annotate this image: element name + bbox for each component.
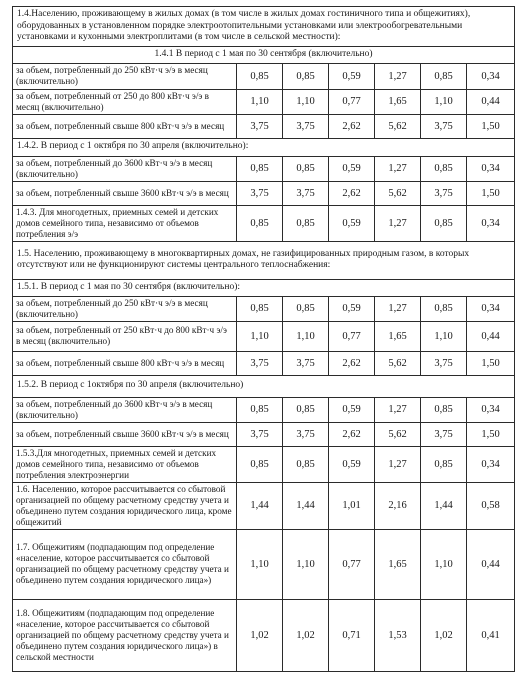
row-label: за объем, потребленный свыше 800 кВт·ч э/э в месяц (13, 114, 237, 138)
table-row (13, 599, 515, 671)
tariff-value-cell: 1,02 (421, 599, 467, 671)
tariff-value-cell: 1,50 (467, 351, 515, 375)
tariff-value-cell: 2,62 (329, 114, 375, 138)
tariff-value-cell: 3,75 (237, 114, 283, 138)
tariff-value-cell: 1,65 (375, 321, 421, 351)
tariff-value-cell: 1,50 (467, 422, 515, 446)
tariff-value-cell: 3,75 (283, 181, 329, 205)
section-title: 1.4.Населению, проживающему в жилых домах (в том числе в жилых домах гостиничного типа и общежитиях), оборудованных в установленном порядке электроотопительными установками или электрообогревательными установками и кухонными электроплитами (в том числе в сельской местности): (13, 7, 515, 47)
tariff-value-cell: 1,65 (375, 529, 421, 599)
tariff-value-cell: 0,85 (421, 156, 467, 181)
table-row (13, 446, 515, 482)
tariff-value-cell: 1,10 (283, 321, 329, 351)
tariff-value-cell: 1,10 (237, 321, 283, 351)
tariff-value-cell: 2,16 (375, 482, 421, 529)
table-row (13, 351, 515, 375)
tariff-value-cell: 2,62 (329, 181, 375, 205)
tariff-value-cell: 0,85 (283, 296, 329, 321)
row-label: за объем, потребленный до 250 кВт·ч э/э в месяц (включительно) (13, 63, 237, 89)
tariff-value-cell: 3,75 (421, 114, 467, 138)
tariff-value-cell: 1,27 (375, 296, 421, 321)
tariff-value-cell: 0,85 (421, 296, 467, 321)
tariff-value-cell: 1,44 (421, 482, 467, 529)
tariff-value-cell: 1,10 (237, 529, 283, 599)
row-label: за объем, потребленный свыше 3600 кВт·ч э/э в месяц (13, 181, 237, 205)
tariff-value-cell: 1,27 (375, 156, 421, 181)
section-header-row (13, 7, 515, 47)
section-header-row (13, 46, 515, 63)
section-header-row (13, 279, 515, 296)
row-label: за объем, потребленный до 250 кВт·ч э/э в месяц (включительно) (13, 296, 237, 321)
tariff-value-cell: 0,85 (421, 397, 467, 422)
tariff-value-cell: 0,59 (329, 205, 375, 241)
tariff-value-cell: 0,85 (421, 63, 467, 89)
tariff-value-cell: 0,41 (467, 599, 515, 671)
table-row (13, 156, 515, 181)
row-label: 1.5.3.Для многодетных, приемных семей и детских домов семейного типа, независимо от объемов потребления электроэнергии (13, 446, 237, 482)
tariff-value-cell: 0,77 (329, 529, 375, 599)
tariff-value-cell: 0,44 (467, 529, 515, 599)
tariff-value-cell: 0,34 (467, 296, 515, 321)
table-row (13, 321, 515, 351)
tariff-value-cell: 0,85 (237, 296, 283, 321)
tariff-value-cell: 0,85 (283, 63, 329, 89)
section-title: 1.5. Населению, проживающему в многоквартирных домах, не газифицированных природным газом, в которых отсутствуют или не функционируют системы центрального теплоснабжения: (13, 241, 515, 279)
tariff-value-cell: 3,75 (283, 422, 329, 446)
row-label: 1.6. Населению, которое рассчитывается со сбытовой организацией по общему расчетному средству учета и объединено путем создания юридического лица, кроме общежитий (13, 482, 237, 529)
table-row (13, 205, 515, 241)
tariff-value-cell: 0,85 (283, 205, 329, 241)
tariff-value-cell: 0,71 (329, 599, 375, 671)
tariff-value-cell: 1,44 (283, 482, 329, 529)
row-label: за объем, потребленный свыше 3600 кВт·ч э/э в месяц (13, 422, 237, 446)
tariff-value-cell: 3,75 (283, 114, 329, 138)
tariff-value-cell: 0,85 (237, 446, 283, 482)
tariff-value-cell: 0,44 (467, 89, 515, 114)
tariff-value-cell: 1,10 (283, 89, 329, 114)
tariff-value-cell: 0,85 (237, 205, 283, 241)
table-row (13, 397, 515, 422)
tariff-value-cell: 1,10 (237, 89, 283, 114)
tariff-value-cell: 3,75 (237, 351, 283, 375)
table-row (13, 296, 515, 321)
document-page (12, 6, 514, 672)
tariff-value-cell: 2,62 (329, 351, 375, 375)
tariff-value-cell: 0,85 (237, 156, 283, 181)
tariff-value-cell: 5,62 (375, 114, 421, 138)
table-row (13, 422, 515, 446)
tariff-value-cell: 0,44 (467, 321, 515, 351)
section-title: 1.5.1. В период с 1 мая по 30 сентября (включительно): (13, 279, 515, 296)
tariff-value-cell: 0,58 (467, 482, 515, 529)
row-label: за объем, потребленный до 3600 кВт·ч э/э в месяц (включительно) (13, 156, 237, 181)
section-header-row (13, 375, 515, 397)
table-row (13, 181, 515, 205)
table-row (13, 89, 515, 114)
tariff-value-cell: 1,44 (237, 482, 283, 529)
tariff-value-cell: 0,85 (283, 446, 329, 482)
tariff-value-cell: 0,85 (421, 446, 467, 482)
tariff-value-cell: 3,75 (421, 422, 467, 446)
tariff-value-cell: 3,75 (421, 181, 467, 205)
row-label: 1.7. Общежитиям (подпадающим под определение «население, которое рассчитывается со сбытовой организацией по общему расчетному средству учета и объединено путем создания юридического лица») (13, 529, 237, 599)
tariff-value-cell: 0,59 (329, 156, 375, 181)
tariff-value-cell: 1,02 (283, 599, 329, 671)
tariff-value-cell: 1,27 (375, 446, 421, 482)
tariff-value-cell: 1,27 (375, 205, 421, 241)
tariff-value-cell: 1,50 (467, 181, 515, 205)
tariff-value-cell: 0,59 (329, 446, 375, 482)
tariff-value-cell: 1,10 (421, 89, 467, 114)
tariff-value-cell: 0,34 (467, 63, 515, 89)
table-row (13, 114, 515, 138)
tariff-value-cell: 1,10 (421, 529, 467, 599)
tariff-value-cell: 5,62 (375, 181, 421, 205)
tariff-value-cell: 3,75 (237, 422, 283, 446)
tariff-table (12, 6, 515, 672)
tariff-value-cell: 0,85 (283, 397, 329, 422)
tariff-value-cell: 1,27 (375, 63, 421, 89)
table-row (13, 482, 515, 529)
tariff-value-cell: 0,34 (467, 446, 515, 482)
tariff-value-cell: 2,62 (329, 422, 375, 446)
row-label: за объем, потребленный свыше 800 кВт·ч э/э в месяц (13, 351, 237, 375)
tariff-value-cell: 0,77 (329, 89, 375, 114)
tariff-value-cell: 1,65 (375, 89, 421, 114)
row-label: за объем, потребленный до 3600 кВт·ч э/э в месяц (включительно) (13, 397, 237, 422)
table-row (13, 63, 515, 89)
tariff-value-cell: 5,62 (375, 351, 421, 375)
row-label: за объем, потребленный от 250 до 800 кВт·ч э/э в месяц (включительно) (13, 89, 237, 114)
tariff-value-cell: 1,02 (237, 599, 283, 671)
tariff-value-cell: 0,59 (329, 63, 375, 89)
tariff-value-cell: 0,85 (237, 63, 283, 89)
tariff-value-cell: 1,50 (467, 114, 515, 138)
tariff-value-cell: 0,59 (329, 296, 375, 321)
tariff-value-cell: 0,34 (467, 205, 515, 241)
tariff-value-cell: 5,62 (375, 422, 421, 446)
tariff-value-cell: 1,53 (375, 599, 421, 671)
tariff-value-cell: 3,75 (283, 351, 329, 375)
row-label: 1.8. Общежитиям (подпадающим под определение «население, которое рассчитывается со сбытовой организацией по общему расчетному средству учета и объединено путем создания юридического лица») в сельской местности (13, 599, 237, 671)
row-label: за объем, потребленный от 250 кВт·ч до 800 кВт·ч э/э в месяц (включительно) (13, 321, 237, 351)
tariff-value-cell: 1,27 (375, 397, 421, 422)
table-row (13, 529, 515, 599)
tariff-value-cell: 0,77 (329, 321, 375, 351)
tariff-value-cell: 1,10 (421, 321, 467, 351)
tariff-value-cell: 0,34 (467, 156, 515, 181)
section-title: 1.4.2. В период с 1 октября по 30 апреля (включительно): (13, 138, 515, 156)
tariff-value-cell: 0,85 (283, 156, 329, 181)
tariff-value-cell: 3,75 (237, 181, 283, 205)
tariff-value-cell: 3,75 (421, 351, 467, 375)
table-body (13, 7, 515, 672)
tariff-value-cell: 1,10 (283, 529, 329, 599)
tariff-value-cell: 0,34 (467, 397, 515, 422)
section-header-row (13, 241, 515, 279)
tariff-value-cell: 0,85 (237, 397, 283, 422)
tariff-value-cell: 0,85 (421, 205, 467, 241)
section-header-row (13, 138, 515, 156)
tariff-value-cell: 1,01 (329, 482, 375, 529)
section-title: 1.4.1 В период с 1 мая по 30 сентября (включительно) (13, 46, 515, 63)
tariff-value-cell: 0,59 (329, 397, 375, 422)
row-label: 1.4.3. Для многодетных, приемных семей и детских домов семейного типа, независимо от объемов потребления э/э (13, 205, 237, 241)
section-title: 1.5.2. В период с 1октября по 30 апреля (включительно) (13, 375, 515, 397)
